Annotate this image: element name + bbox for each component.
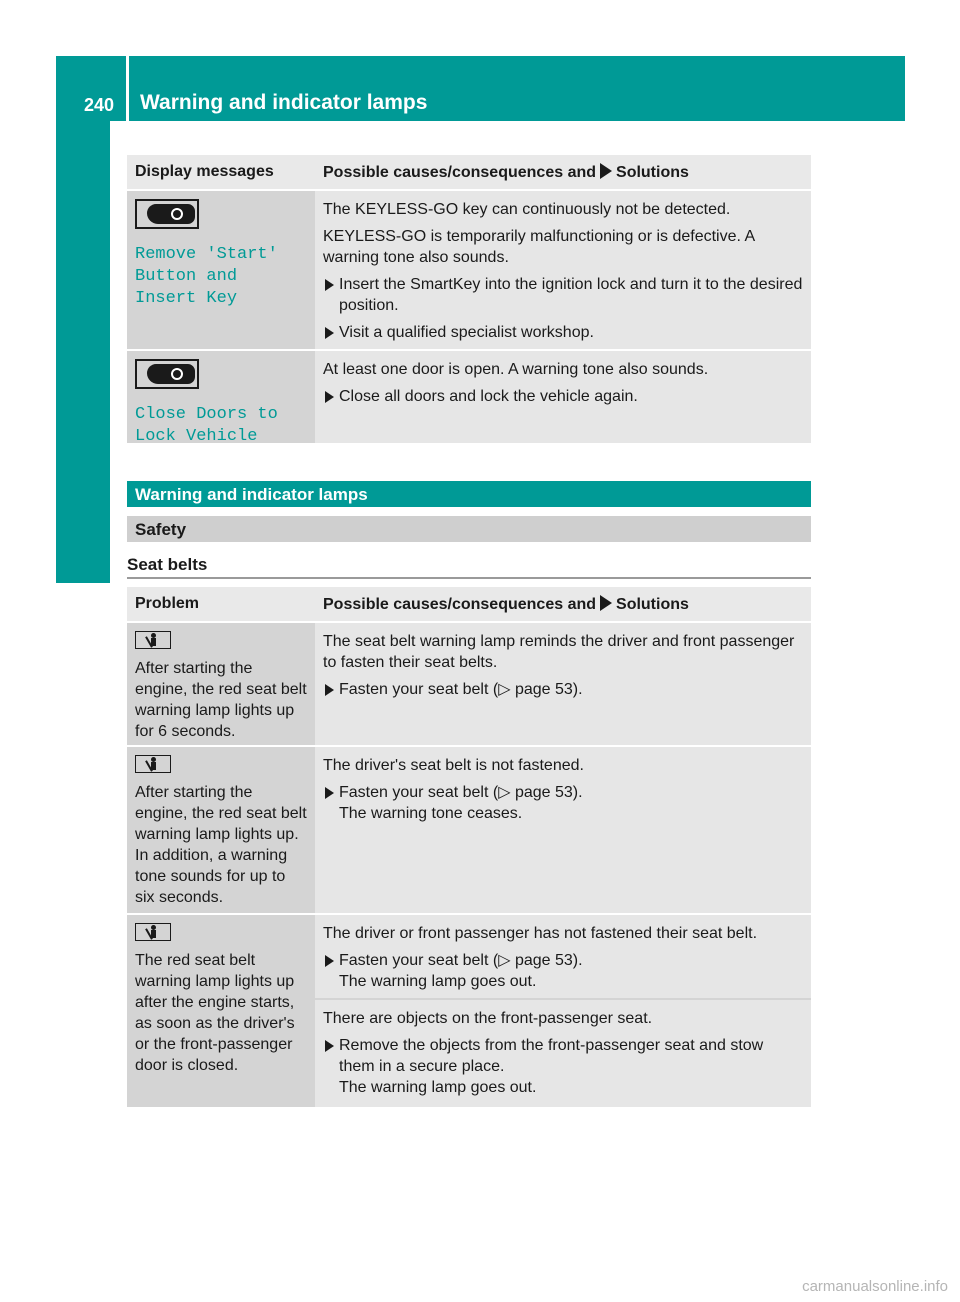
table-header <box>127 587 811 623</box>
solution-step: Insert the SmartKey into the ignition lock and turn it to the desired position. <box>323 274 803 316</box>
solution-step: Fasten your seat belt (▷ page 53). <box>323 679 803 700</box>
arrow-icon <box>600 163 612 179</box>
solution-step: Remove the objects from the front-passenger seat and stow them in a secure place. <box>323 1035 803 1077</box>
divider <box>127 577 811 579</box>
problem-text: The red seat belt warning lamp lights up after the engine starts, as soon as the driver's or the front-passenger door is closed. <box>135 952 295 1074</box>
arrow-icon <box>600 595 612 611</box>
solution-cell <box>315 351 811 443</box>
display-message-cell <box>127 191 315 349</box>
subsection-band <box>127 516 811 542</box>
solution-cell <box>315 915 811 1107</box>
table-row <box>127 191 811 351</box>
display-message-text: Remove 'Start' Button and Insert Key <box>135 245 278 308</box>
problem-cell <box>127 915 315 1107</box>
side-chapter-title: On-board computer and displays <box>71 187 94 517</box>
problem-text: After starting the engine, the red seat belt warning lamp lights up. In addition, a warning tone sounds for up to six seconds. <box>135 784 307 906</box>
seat-belt-icon <box>135 755 171 773</box>
solution-subcell <box>315 1000 811 1112</box>
cause-text: At least one door is open. A warning tone also sounds. <box>323 361 709 378</box>
table-row <box>127 915 811 1109</box>
problem-cell <box>127 623 315 745</box>
column-header-problem: Problem <box>135 595 200 612</box>
seat-belt-icon <box>135 631 171 649</box>
mercedes-key-icon <box>135 199 199 229</box>
display-messages-table <box>127 155 811 445</box>
section-title: Warning and indicator lamps <box>135 485 368 504</box>
cause-text: The driver or front passenger has not fastened their seat belt. <box>323 925 758 942</box>
table-row <box>127 351 811 445</box>
section-band <box>127 481 811 507</box>
header-title: Warning and indicator lamps <box>140 91 428 114</box>
display-message-cell <box>127 351 315 446</box>
solution-cell <box>315 747 811 913</box>
subheading: Seat belts <box>127 555 208 574</box>
table-row <box>127 747 811 915</box>
column-header-solutions: Possible causes/consequences and Solutions <box>323 163 689 181</box>
solution-step: Fasten your seat belt (▷ page 53). <box>323 782 803 803</box>
solution-subcell <box>315 915 811 1000</box>
solution-cell <box>315 191 811 349</box>
cause-text: There are objects on the front-passenger seat. <box>323 1010 653 1027</box>
problem-table <box>127 587 811 1109</box>
solution-step: Close all doors and lock the vehicle again. <box>323 386 803 407</box>
table-header <box>127 155 811 191</box>
solution-cell <box>315 623 811 745</box>
cause-text: KEYLESS-GO is temporarily malfunctioning or is defective. A warning tone also sounds. <box>323 228 755 266</box>
mercedes-key-icon <box>135 359 199 389</box>
subsection-title: Safety <box>135 520 187 539</box>
cause-text: The seat belt warning lamp reminds the driver and front passenger to fasten their seat belts. <box>323 633 795 671</box>
problem-cell <box>127 747 315 913</box>
solution-step: Visit a qualified specialist workshop. <box>323 322 803 343</box>
header-separator <box>126 56 129 121</box>
solution-step: Fasten your seat belt (▷ page 53). <box>323 950 803 971</box>
display-message-text: Close Doors to Lock Vehicle <box>135 405 278 446</box>
column-header-display-messages: Display messages <box>135 163 274 180</box>
table-row <box>127 623 811 747</box>
watermark: carmanualsonline.info <box>802 1278 948 1295</box>
cause-text: The KEYLESS-GO key can continuously not be detected. <box>323 201 731 218</box>
column-header-solutions: Possible causes/consequences and Solutions <box>323 595 689 613</box>
result-text: The warning lamp goes out. <box>339 973 537 990</box>
page-number: 240 <box>84 95 115 115</box>
cause-text: The driver's seat belt is not fastened. <box>323 757 584 774</box>
result-text: The warning tone ceases. <box>339 805 523 822</box>
problem-text: After starting the engine, the red seat belt warning lamp lights up for 6 seconds. <box>135 660 307 740</box>
seat-belt-icon <box>135 923 171 941</box>
result-text: The warning lamp goes out. <box>339 1079 537 1096</box>
